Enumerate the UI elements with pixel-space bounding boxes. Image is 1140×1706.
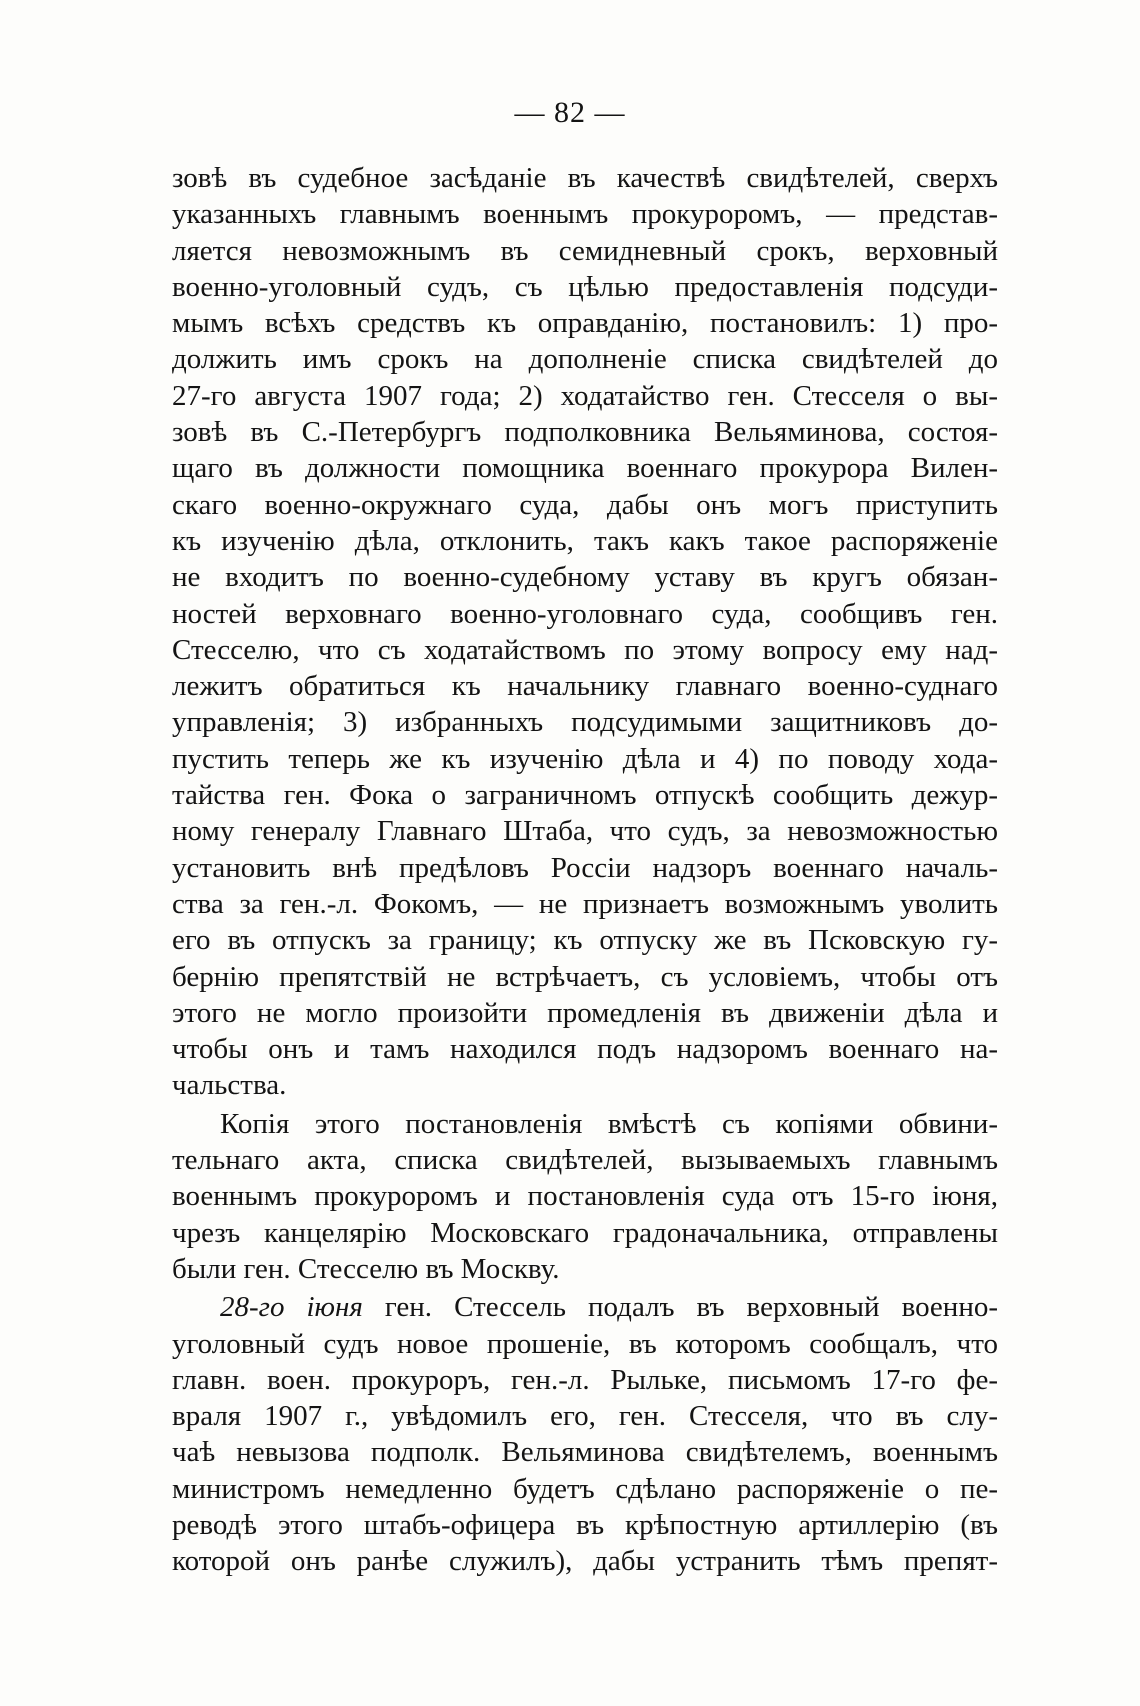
text-line: указанныхъ главнымъ военнымъ прокуроромъ, — представ- <box>172 198 998 231</box>
text-line: Копія этого постановленія вмѣстѣ съ копіями обвини- <box>220 1107 998 1140</box>
text-line: къ изученію дѣла, отклонить, такъ какъ такое распоряженіе <box>172 524 998 557</box>
text-line: установить внѣ предѣловъ Россіи надзоръ военнаго началь- <box>172 851 998 884</box>
text-line: управленія; 3) избранныхъ подсудимыми защитниковъ до- <box>172 706 998 739</box>
text-line: главн. воен. прокуроръ, ген.-л. Рыльке, письмомъ 17-го фе- <box>172 1363 998 1396</box>
text-line <box>172 1289 998 1325</box>
body-text <box>172 160 998 1580</box>
date-italic: 28-го іюня <box>220 1291 363 1324</box>
text-line: чальства. <box>172 1069 287 1102</box>
text-line: бернію препятствій не встрѣчаетъ, съ условіемъ, чтобы отъ <box>172 960 998 993</box>
text-line: должить имъ срокъ на дополненіе списка свидѣтелей до <box>172 343 998 376</box>
text-line: враля 1907 г., увѣдомилъ его, ген. Стесселя, что въ слу- <box>172 1400 998 1433</box>
paragraph-3 <box>172 1289 998 1579</box>
text-line: зовѣ въ С.-Петербургъ подполковника Вельяминова, состоя- <box>172 416 998 449</box>
text-line: реводѣ этого штабъ-офицера въ крѣпостную артиллерію (въ <box>172 1508 998 1541</box>
text-line: чаѣ невызова подполк. Вельяминова свидѣтелемъ, военнымъ <box>172 1436 998 1469</box>
text-line: зовѣ въ судебное засѣданіе въ качествѣ свидѣтелей, сверхъ <box>172 162 998 194</box>
text-line: 27-го августа 1907 года; 2) ходатайство ген. Стесселя о вы- <box>172 379 998 412</box>
text-line: которой онъ ранѣе служилъ), дабы устранить тѣмъ препят- <box>172 1545 998 1578</box>
text-line: военно-уголовный судъ, съ цѣлью предоставленія подсуди- <box>172 270 998 303</box>
text-line: тайства ген. Фока о заграничномъ отпускѣ сообщить дежур- <box>172 779 998 812</box>
text-line: ностей верховнаго военно-уголовнаго суда, сообщивъ ген. <box>172 597 998 630</box>
text-line: чтобы онъ и тамъ находился подъ надзоромъ военнаго на- <box>172 1033 998 1066</box>
text-line: тельнаго акта, списка свидѣтелей, вызываемыхъ главнымъ <box>172 1144 998 1177</box>
text-line: лежитъ обратиться къ начальнику главнаго военно-суднаго <box>172 670 998 703</box>
text-line-rest: ген. Стессель подалъ въ верховный военно- <box>362 1291 998 1324</box>
page-number: — 82 — <box>514 96 626 129</box>
text-line: этого не могло произойти промедленія въ движеніи дѣла и <box>172 996 998 1029</box>
paragraph-1 <box>172 160 998 1104</box>
text-line: ства за ген.-л. Фокомъ, — не признаетъ возможнымъ уволить <box>172 887 998 920</box>
paragraph-2 <box>172 1106 998 1287</box>
text-line: министромъ немедленно будетъ сдѣлано распоряженіе о пе- <box>172 1472 998 1505</box>
text-line: мымъ всѣхъ средствъ къ оправданію, постановилъ: 1) про- <box>172 307 998 340</box>
text-line: уголовный судъ новое прошеніе, въ которомъ сообщалъ, что <box>172 1327 998 1360</box>
text-line: щаго въ должности помощника военнаго прокурора Вилен- <box>172 452 998 485</box>
text-line: ляется невозможнымъ въ семидневный срокъ, верховный <box>172 234 998 267</box>
text-line: пустить теперь же къ изученію дѣла и 4) по поводу хода- <box>172 742 998 775</box>
text-line: скаго военно-окружнаго суда, дабы онъ могъ приступить <box>172 488 998 521</box>
text-line: ному генералу Главнаго Штаба, что судъ, за невозможностью <box>172 815 998 848</box>
text-line: чрезъ канцелярію Московскаго градоначальника, отправлены <box>172 1216 998 1249</box>
text-line: военнымъ прокуроромъ и постановленія суда отъ 15-го іюня, <box>172 1180 998 1213</box>
text-line: Стесселю, что съ ходатайствомъ по этому вопросу ему над- <box>172 633 998 666</box>
text-line: его въ отпускъ за границу; къ отпуску же въ Псковскую гу- <box>172 924 998 957</box>
text-line: были ген. Стесселю въ Москву. <box>172 1252 560 1285</box>
text-line: не входитъ по военно-судебному уставу въ кругъ обязан- <box>172 561 998 594</box>
